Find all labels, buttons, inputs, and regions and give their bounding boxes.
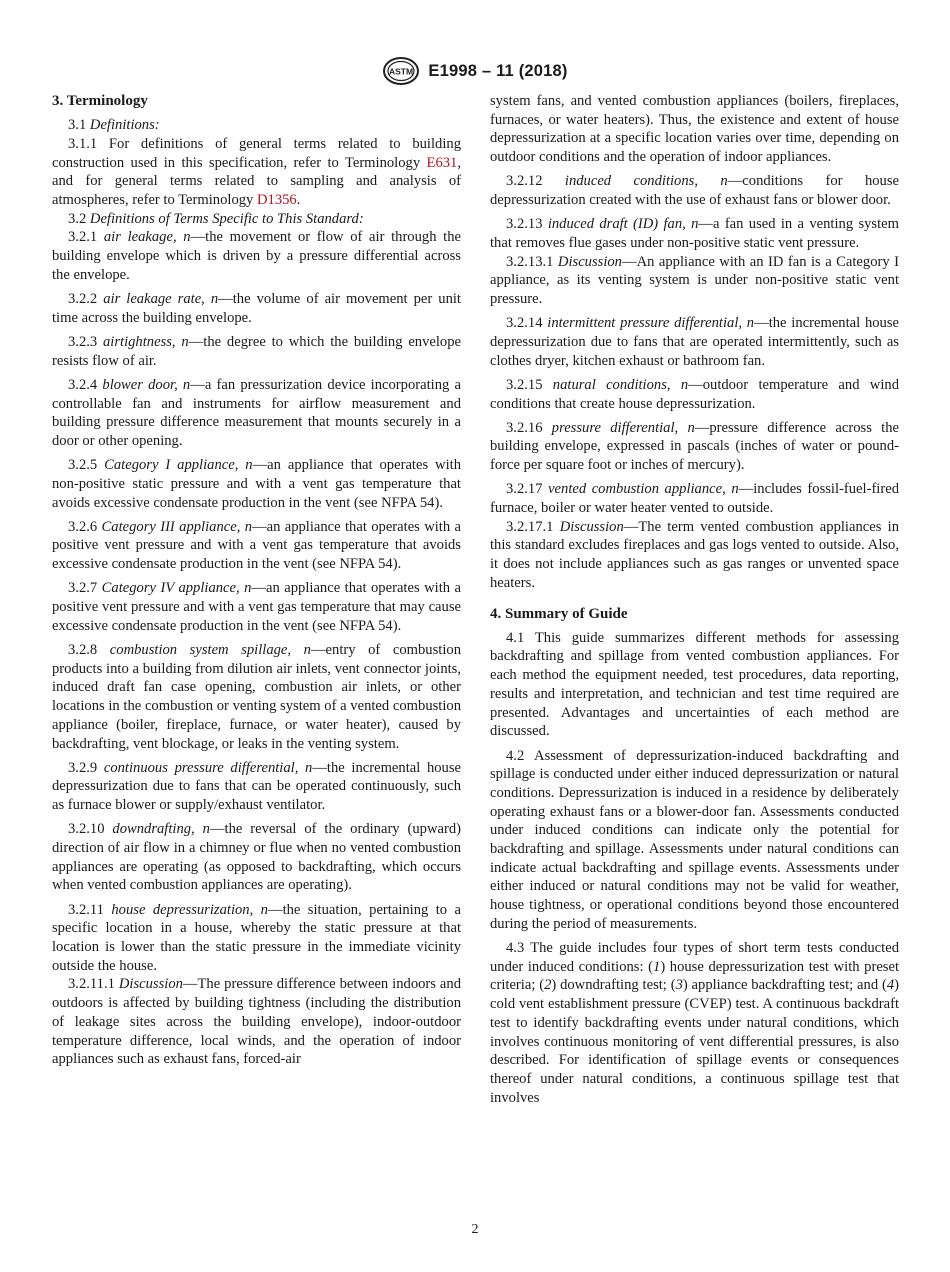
para-4-3: 4.3 The guide includes four types of short term tests conducted under induced conditions: (1) house depressurization test with preset criteria; (2) downdrafting test; (3) appliance backdrafting test; and (4) cold vent establishment pressure (CVEP) test. A continuous backdraft test to identify backdrafting events under natural conditions, which involves continuous monitoring of vent differential pressures, is also described. For identification of spillage events or consequences thereof under natural conditions, a continuous spillage test that involves xyxy=(490,940,900,1106)
def-3-2-11: 3.2.11 house depressurization, n—the situation, pertaining to a specific location in a house, whereby the static pressure at that location is lower than the static pressure in the immediate vicinity outside the house. xyxy=(52,901,461,974)
def-3-2-13-1: 3.2.13.1 Discussion—An appliance with an ID fan is a Category I appliance, as its venting system is under non-positive static vent pressure. xyxy=(490,253,899,308)
section-heading-terminology: 3. Terminology xyxy=(52,93,148,109)
continued-paragraph: system fans, and vented combustion appliances (boilers, fireplaces, furnaces, or water heaters). Thus, the existence and extent of house depressurization at a specific location varies over time, depending on outdoor conditions and the operation of indoor appliances. xyxy=(490,93,899,166)
def-3-2-2: 3.2.2 air leakage rate, n—the volume of air movement per unit time across the building envelope. xyxy=(52,291,461,326)
astm-logo-icon xyxy=(382,56,420,86)
def-3-2-12: 3.2.12 induced conditions, n—conditions for house depressurization created with the use of exhaust fans or blower door. xyxy=(490,173,900,209)
para-3-1: 3.1 Definitions: xyxy=(68,117,160,134)
def-3-2-7: 3.2.7 Category IV appliance, n—an appliance that operates with a positive vent pressure and with a vent gas temperature that may cause excessive condensate production in the vent (see NFPA 54). xyxy=(52,580,461,634)
left-column xyxy=(52,92,461,1069)
def-3-2-16: 3.2.16 pressure differential, n—pressure difference across the building envelope, expressed in pascals (inches of water or pound-force per square foot or inches of mercury). xyxy=(490,419,899,474)
def-3-2-14: 3.2.14 intermittent pressure differential, n—the incremental house depressurization due to fans that are operated intermittently, such as clothes dryer, kitchen exhaust or bathroom fan. xyxy=(490,315,899,369)
def-3-2-9: 3.2.9 continuous pressure differential, n—the incremental house depressurization due to fans that can be operated continuously, such as furnace blower or supply/exhaust ventilator. xyxy=(52,759,461,814)
link-e631[interactable]: E631 xyxy=(426,154,458,171)
def-3-2-5: 3.2.5 Category I appliance, n—an appliance that operates with non-positive static pressure and with a vent gas temperature that avoids excessive condensate production in the vent (see NFPA 54). xyxy=(52,457,461,511)
def-3-2-3: 3.2.3 airtightness, n—the degree to which the building envelope resists flow of air. xyxy=(52,333,462,369)
page-number: 2 xyxy=(471,1222,479,1237)
para-3-1-1: 3.1.1 For definitions of general terms related to building construction used in this specification, refer to Terminology E631, and for general terms related to sampling and analysis of atmospheres, refer to Terminology D1356. xyxy=(52,135,461,209)
def-3-2-1: 3.2.1 air leakage, n—the movement or flow of air through the building envelope which is driven by a pressure differential across the envelope. xyxy=(52,229,462,283)
para-3-2: 3.2 Definitions of Terms Specific to This Standard: xyxy=(68,210,364,227)
para-4-1: 4.1 This guide summarizes different methods for assessing backdrafting and spillage from vented combustion appliances. For each method the equipment needed, test procedures, data reporting, results and interpretation, and technician and test time required are presented. Advantages and uncertainties of each method are discussed. xyxy=(490,629,899,740)
def-3-2-15: 3.2.15 natural conditions, n—outdoor temperature and wind conditions that create house depressurization. xyxy=(490,376,899,412)
def-3-2-4: 3.2.4 blower door, n—a fan pressurization device incorporating a controllable fan and instruments for airflow measurement and building pressure difference measurement that mounts securely in a door or other opening. xyxy=(52,376,461,449)
def-3-2-10: 3.2.10 downdrafting, n—the reversal of the ordinary (upward) direction of air flow in a chimney or flue when no vented combustion appliances are operating (as opposed to backdrafting, which occurs when vented combustion appliances are operating). xyxy=(52,821,461,894)
def-3-2-13: 3.2.13 induced draft (ID) fan, n—a fan used in a venting system that removes flue gases under non-positive static vent pressure. xyxy=(490,216,899,251)
def-3-2-17-1: 3.2.17.1 Discussion—The term vented combustion appliances in this standard excludes fireplaces and gas logs vented to outside. Also, it does not include appliances such as gas ranges or unvented space heaters. xyxy=(490,518,899,591)
para-4-2: 4.2 Assessment of depressurization-induced backdrafting and spillage is conducted under either induced depressurization or natural conditions. Depressurization is induced in a residence by deliberately operating exhaust fans or a blower-door fan. Assessments conducted under induced conditions can indicate only the potential for backdrafting and spillage. Assessments under natural conditions can indicate actual backdrafting and spillage events. Assessments under either induced or natural conditions may not be valid for weather, house tightness, or operational conditions beyond those encountered during the period of measurements. xyxy=(490,747,899,932)
def-3-2-17: 3.2.17 vented combustion appliance, n—includes fossil-fuel-fired furnace, boiler or water heater vented to outside. xyxy=(490,481,899,517)
link-d1356[interactable]: D1356 xyxy=(257,192,297,209)
def-3-2-11-1: 3.2.11.1 Discussion—The pressure difference between indoors and outdoors is affected by building tightness (including the distribution of leakage sites across the building envelope), indoor-outdoor temperature difference, local winds, and the operation of indoor appliances such as exhaust fans, forced-air xyxy=(52,976,461,1068)
def-3-2-6: 3.2.6 Category III appliance, n—an appliance that operates with a positive vent pressure and with a vent gas temperature that avoids excessive condensate production in the vent (see NFPA 54). xyxy=(52,518,461,573)
page-header xyxy=(0,56,950,86)
def-3-2-8: 3.2.8 combustion system spillage, n—entry of combustion products into a building from dilution air inlets, vent connector joints, induced draft fan case opening, combustion air inlets, or other locations in the combustion or venting system of a vented combustion appliance (boiler, fireplace, furnace, or water heater), caused by backdrafting, vent blockage, or leaks in the venting system. xyxy=(52,641,461,752)
section-heading-summary: 4. Summary of Guide xyxy=(490,605,628,622)
right-column xyxy=(490,92,899,1107)
logo-text: ASTM xyxy=(389,66,414,77)
document-id: E1998 – 11 (2018) xyxy=(428,61,568,80)
